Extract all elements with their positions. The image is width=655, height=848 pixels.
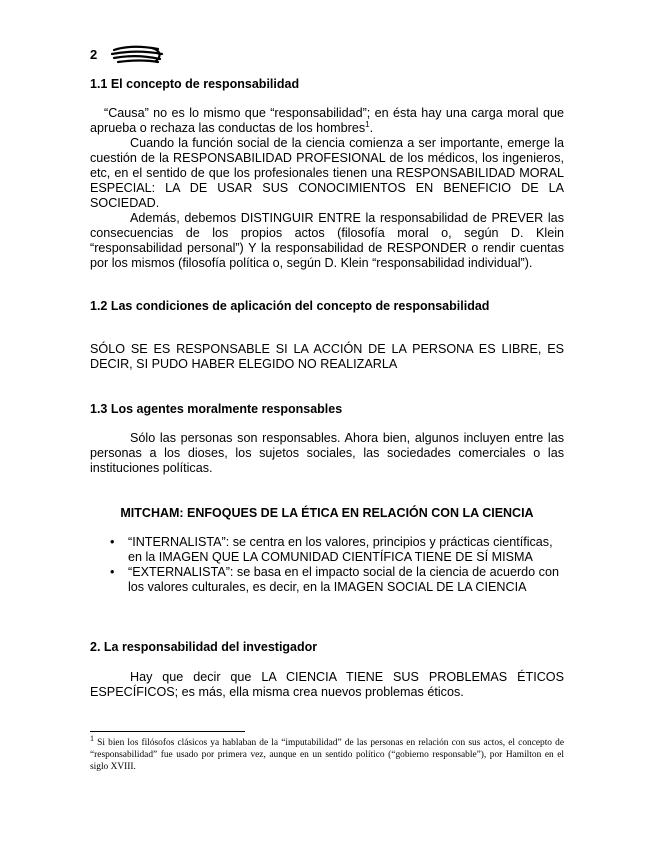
section-2-heading: 2. La responsabilidad del investigador <box>90 640 318 654</box>
list-item-internalista: • “INTERNALISTA”: se centra en los valores, principios y prácticas científicas, en la IMAGEN QUE LA COMUNIDAD CIENTÍFICA TIENE DE SÍ MISMA <box>90 535 564 565</box>
section-1-1-heading: 1.1 El concepto de responsabilidad <box>90 77 300 91</box>
footnote-text: Si bien los filósofos clásicos ya hablaban de la “imputabilidad” de las personas en relación con sus actos, el concepto de “responsabilidad” fue usado por primera vez, aunque en un sentido político (“gobierno responsable”), por Hamilton en el siglo XVIII. <box>90 738 564 772</box>
section-1-2-body: SÓLO SE ES RESPONSABLE SI LA ACCIÓN DE LA PERSONA ES LIBRE, ES DECIR, SI PUDO HABER ELEGIDO NO REALIZARLA <box>90 342 564 371</box>
list-item-externalista: • “EXTERNALISTA”: se basa en el impacto social de la ciencia de acuerdo con los valores culturales, es decir, en la IMAGEN SOCIAL DE LA CIENCIA <box>90 565 564 595</box>
section-1-1-body <box>90 106 564 271</box>
footnote-divider <box>90 731 245 732</box>
paragraph-causa-end: . <box>369 121 374 135</box>
footnote <box>90 733 564 773</box>
scribble-mark-icon <box>108 44 166 66</box>
paragraph-causa-text: “Causa” no es lo mismo que “responsabilidad”; en ésta hay una carga moral que aprueba o rechaza las conductas de los hombres <box>90 106 564 135</box>
page-number: 2 <box>90 47 98 62</box>
footnote-reference: 1 <box>365 119 370 129</box>
paragraph-causa <box>90 106 564 136</box>
paragraph-funcion-social: Cuando la función social de la ciencia comienza a ser importante, emerge la cuestión de la RESPONSABILIDAD PROFESIONAL de los médicos, los ingenieros, etc, en el sentido de que los profesionales tienen una RESPONSABILIDAD MORAL ESPECIAL: LA DE USAR SUS CONOCIMIENTOS EN BENEFICIO DE LA SOCIEDAD. <box>90 136 564 210</box>
footnote-marker: 1 <box>90 733 94 743</box>
section-1-2-heading: 1.2 Las condiciones de aplicación del concepto de responsabilidad <box>90 299 490 313</box>
mitcham-heading: MITCHAM: ENFOQUES DE LA ÉTICA EN RELACIÓN CON LA CIENCIA <box>120 506 534 520</box>
section-2-body: Hay que decir que LA CIENCIA TIENE SUS PROBLEMAS ÉTICOS ESPECÍFICOS; es más, ella misma crea nuevos problemas éticos. <box>90 670 564 699</box>
section-1-3-body: Sólo las personas son responsables. Ahora bien, algunos incluyen entre las personas a los dioses, los sujetos sociales, las sociedades comerciales o las instituciones políticas. <box>90 431 564 475</box>
paragraph-ademas: Además, debemos DISTINGUIR ENTRE la responsabilidad de PREVER las consecuencias de los propios actos (filosofía moral o, según D. Klein “responsabilidad personal”) Y la responsabilidad de RESPONDER o rendir cuentas por los mismos (filosofía política o, según D. Klein “responsabilidad individual”). <box>90 211 564 270</box>
mitcham-bullet-list <box>90 535 564 595</box>
section-1-3-heading: 1.3 Los agentes moralmente responsables <box>90 402 343 416</box>
